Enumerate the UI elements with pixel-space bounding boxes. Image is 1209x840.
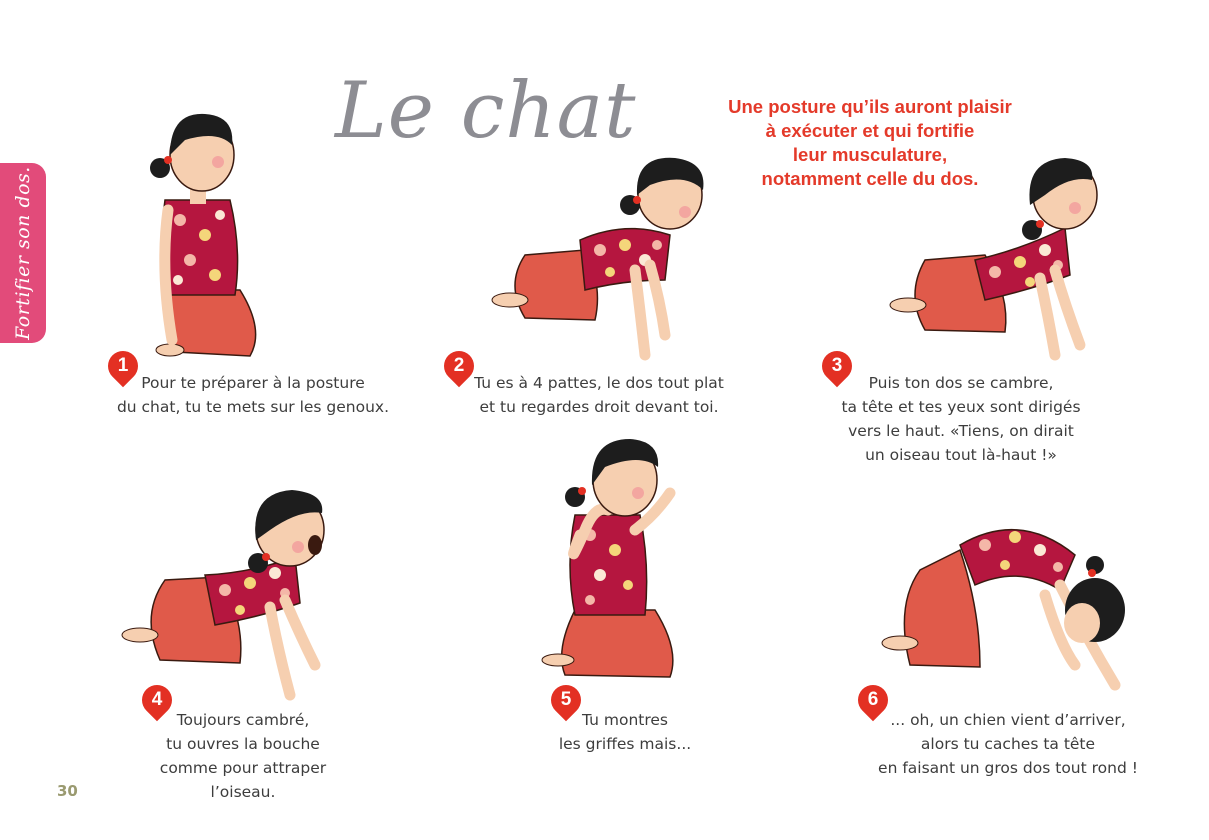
illustration-mouth-open-child [110,485,340,710]
caption-line: Tu montres [582,711,668,729]
illustration-claws-child [530,435,710,685]
illustration-arched-back-child [880,150,1110,375]
step-caption-6 [858,708,1158,780]
caption-line: alors tu caches ta tête [920,735,1096,753]
caption-line: et tu regardes droit devant toi. [479,398,719,416]
step-caption-2 [444,371,754,419]
step-caption-5 [525,708,725,756]
step-number-3: 3 [831,355,843,376]
intro-line: notamment celle du dos. [761,168,979,189]
caption-line: Pour te préparer à la posture [141,374,365,392]
step-number-5: 5 [560,689,572,710]
illustration-flat-back-child [485,150,725,375]
step-caption-1 [98,371,408,419]
caption-line: ... oh, un chien vient d’arriver, [890,711,1126,729]
illustration-rounded-back-child [860,515,1135,700]
step-number-4: 4 [151,689,163,710]
caption-line: en faisant un gros dos tout rond ! [878,759,1138,777]
page-title: Le chat [335,66,637,156]
caption-line: l’oiseau. [210,783,276,801]
illustration-kneeling-child [130,100,280,362]
caption-line: ta tête et tes yeux sont dirigés [841,398,1081,416]
side-tab [0,163,46,343]
caption-line: du chat, tu te mets sur les genoux. [116,398,390,416]
intro-line: Une posture qu’ils auront plaisir [728,96,1012,117]
caption-line: vers le haut. «Tiens, on dirait [848,422,1074,440]
caption-line: un oiseau tout là-haut !» [865,446,1057,464]
intro-line: leur musculature, [792,144,948,165]
step-number-1: 1 [117,355,129,376]
caption-line: tu ouvres la bouche [166,735,320,753]
step-number-2: 2 [453,355,465,376]
step-caption-3 [801,371,1121,467]
page-number: 30 [57,782,78,800]
step-number-6: 6 [867,689,879,710]
side-tab-label: Fortifier son dos. [12,166,34,340]
caption-line: Toujours cambré, [176,711,310,729]
caption-line: les griffes mais... [558,735,692,753]
step-caption-4 [133,708,353,804]
caption-line: Puis ton dos se cambre, [868,374,1054,392]
intro-line: à exécuter et qui fortifie [765,120,975,141]
caption-line: Tu es à 4 pattes, le dos tout plat [474,374,724,392]
caption-line: comme pour attraper [159,759,327,777]
